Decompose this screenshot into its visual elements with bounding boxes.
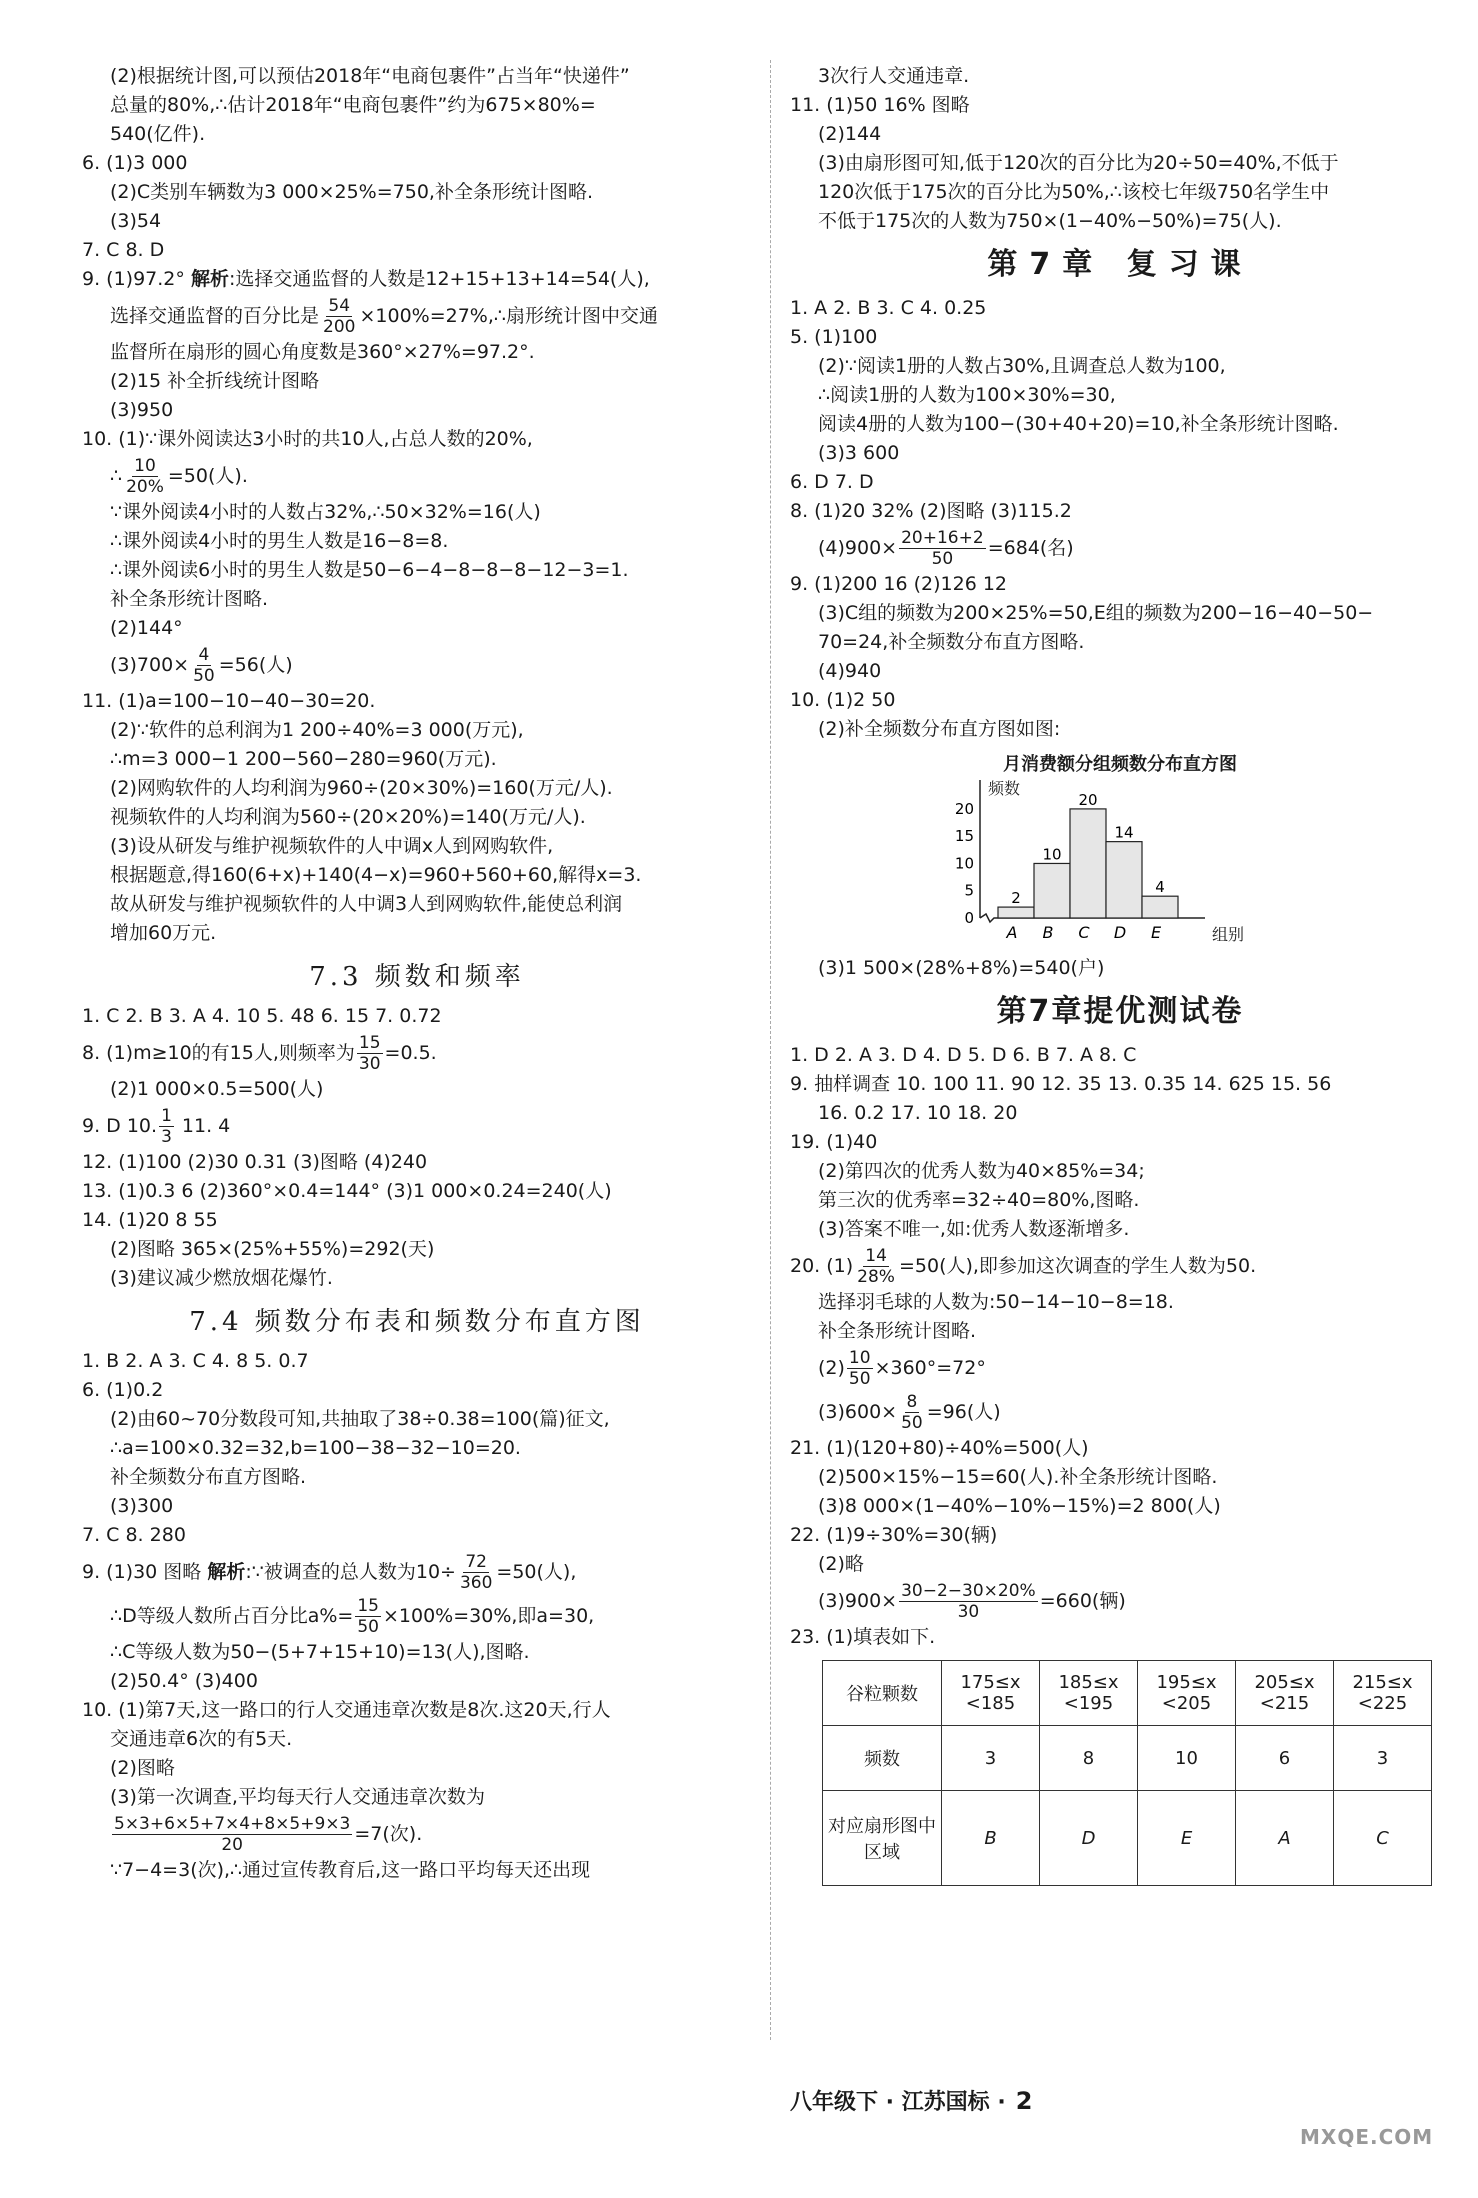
y-tick-label: 15 bbox=[954, 827, 974, 846]
text-line: 10. (1)第7天,这一路口的行人交通违章次数是8次.这20天,行人 bbox=[82, 1699, 611, 1721]
text-line: ∴课外阅读4小时的男生人数是16−8=8. bbox=[110, 530, 449, 552]
text-line: (3)3 600 bbox=[818, 442, 900, 464]
histogram-bar bbox=[1106, 842, 1142, 918]
fraction: $\frac{54}{200}$ bbox=[323, 296, 356, 337]
right-column bbox=[790, 62, 1450, 1886]
text-line: 1. A 2. B 3. C 4. 0.25 bbox=[790, 297, 987, 319]
bar-value-label: 20 bbox=[1078, 790, 1098, 809]
text-line: 增加60万元. bbox=[110, 922, 217, 944]
fraction: $\frac{10}{50}$ bbox=[848, 1348, 871, 1389]
table-cell: 3 bbox=[1334, 1726, 1432, 1791]
text-line: 13. (1)0.3 6 (2)360°×0.4=144° (3)1 000×0.24=240(人) bbox=[82, 1180, 612, 1202]
text-line: 22. (1)9÷30%=30(辆) bbox=[790, 1524, 998, 1546]
text-line: (2)1 000×0.5=500(人) bbox=[110, 1078, 324, 1100]
table-cell: 185≤x <195 bbox=[1040, 1661, 1138, 1726]
text-line: (4)900× $\frac{20+16+2}{50}$ =684(名) bbox=[818, 528, 1074, 569]
text-line: 540(亿件). bbox=[110, 123, 206, 145]
text-line: 10. (1)2 50 bbox=[790, 689, 896, 711]
text-line: 8. (1)20 32% (2)图略 (3)115.2 bbox=[790, 500, 1072, 522]
chapter-review-heading: 第7章 复习课 bbox=[987, 247, 1253, 282]
text-line: 8. (1)m≥10的有15人,则频率为 $\frac{15}{30}$ =0.5. bbox=[82, 1033, 437, 1074]
text-line: 7. C 8. D bbox=[82, 239, 165, 261]
x-category-label: D bbox=[1113, 923, 1127, 942]
histogram-bar bbox=[998, 907, 1034, 918]
text-line: 7. C 8. 280 bbox=[82, 1524, 186, 1546]
row-header: 对应扇形图中区域 bbox=[823, 1791, 942, 1886]
table-row bbox=[823, 1791, 1432, 1886]
text-line: (3)设从研发与维护视频软件的人中调x人到网购软件, bbox=[110, 835, 554, 857]
fraction: $\frac{4}{50}$ bbox=[193, 645, 215, 686]
text-line: 选择羽毛球的人数为:50−14−10−8=18. bbox=[818, 1291, 1174, 1313]
text-line: (2)根据统计图,可以预估2018年“电商包裹件”占当年“快递件” bbox=[110, 65, 630, 87]
text-line: 19. (1)40 bbox=[790, 1131, 878, 1153]
histogram-bar bbox=[1070, 809, 1106, 918]
text-line: 监督所在扇形的圆心角度数是360°×27%=97.2°. bbox=[110, 341, 535, 363]
text-line: (2)144 bbox=[818, 123, 882, 145]
table-cell: 6 bbox=[1236, 1726, 1334, 1791]
grain-table bbox=[822, 1660, 1432, 1886]
analysis-label: 解析 bbox=[207, 1561, 246, 1583]
text-line: (2)∵阅读1册的人数占30%,且调查总人数为100, bbox=[818, 355, 1226, 377]
text-line: 交通违章6次的有5天. bbox=[110, 1728, 293, 1750]
section-heading-7-4: 7.4 频数分布表和频数分布直方图 bbox=[189, 1307, 645, 1337]
chart-title: 月消费额分组频数分布直方图 bbox=[1003, 754, 1237, 775]
text-line: (3)900× $\frac{30-2-30\times 20\%}{30}$ =660(辆) bbox=[818, 1581, 1126, 1622]
text-line: ∴a=100×0.32=32,b=100−38−32−10=20. bbox=[110, 1437, 521, 1459]
table-cell: 10 bbox=[1138, 1726, 1236, 1791]
text-line: 故从研发与维护视频软件的人中调3人到网购软件,能使总利润 bbox=[110, 893, 623, 915]
table-cell: B bbox=[942, 1791, 1040, 1886]
text-line: 根据题意,得160(6+x)+140(4−x)=960+560+60,解得x=3. bbox=[110, 864, 642, 886]
fraction: $\frac{8}{50}$ bbox=[901, 1392, 923, 1433]
text-line: 补全频数分布直方图略. bbox=[110, 1466, 307, 1488]
fraction: $\frac{15}{50}$ bbox=[357, 1596, 379, 1637]
text-line: 9. (1)97.2° 解析:选择交通监督的人数是12+15+13+14=54(人), bbox=[82, 268, 650, 290]
text-line: 23. (1)填表如下. bbox=[790, 1626, 936, 1648]
bar-value-label: 2 bbox=[1011, 889, 1021, 908]
text-line: 1. C 2. B 3. A 4. 10 5. 48 6. 15 7. 0.72 bbox=[82, 1005, 442, 1027]
histogram-bar bbox=[1034, 863, 1070, 918]
text-line: (2)第四次的优秀人数为40×85%=34; bbox=[818, 1160, 1145, 1182]
row-header: 谷粒颗数 bbox=[823, 1661, 942, 1726]
watermark: MXQE.COM bbox=[1300, 2125, 1434, 2149]
x-category-label: C bbox=[1078, 923, 1090, 942]
column-divider bbox=[770, 60, 771, 2040]
x-category-label: E bbox=[1150, 923, 1162, 942]
text-line: (2)补全频数分布直方图如图: bbox=[818, 718, 1061, 740]
text-line: 5. (1)100 bbox=[790, 326, 878, 348]
text-line: (3)600× $\frac{8}{50}$ =96(人) bbox=[818, 1392, 1001, 1433]
text-line: (3)C组的频数为200×25%=50,E组的频数为200−16−40−50− bbox=[818, 602, 1374, 624]
chapter-test-heading: 第7章提优测试卷 bbox=[996, 994, 1244, 1029]
text-line: 9. (1)30 图略 解析:∵被调查的总人数为10÷ $\frac{72}{360}$ =50(人), bbox=[82, 1552, 577, 1593]
text-line: (2)C类别车辆数为3 000×25%=750,补全条形统计图略. bbox=[110, 181, 593, 203]
text-line: ∴阅读1册的人数为100×30%=30, bbox=[818, 384, 1116, 406]
text-line: 1. D 2. A 3. D 4. D 5. D 6. B 7. A 8. C bbox=[790, 1044, 1137, 1066]
text-line: (3)300 bbox=[110, 1495, 174, 1517]
text-line: 6. (1)0.2 bbox=[82, 1379, 164, 1401]
table-cell: 3 bbox=[942, 1726, 1040, 1791]
table-cell: 8 bbox=[1040, 1726, 1138, 1791]
text-line: 补全条形统计图略. bbox=[110, 588, 269, 610]
bar-value-label: 10 bbox=[1042, 845, 1062, 864]
table-cell: 205≤x <215 bbox=[1236, 1661, 1334, 1726]
fraction: $\frac{5\times 3+6\times 5+7\times 4+8\times 5+9\times 3}{20}$ bbox=[114, 1814, 351, 1855]
text-line: 21. (1)(120+80)÷40%=500(人) bbox=[790, 1437, 1089, 1459]
y-tick-label: 0 bbox=[964, 909, 974, 927]
text-line: (3)第一次调查,平均每天行人交通违章次数为 bbox=[110, 1786, 485, 1808]
text-line: 9. 抽样调查 10. 100 11. 90 12. 35 13. 0.35 14. 625 15. 56 bbox=[790, 1073, 1332, 1095]
text-line: (2)50.4° (3)400 bbox=[110, 1670, 258, 1692]
fraction: $\frac{14}{28\%}$ bbox=[857, 1246, 895, 1287]
text-line: 14. (1)20 8 55 bbox=[82, 1209, 218, 1231]
text-line: ∵课外阅读4小时的人数占32%,∴50×32%=16(人) bbox=[110, 501, 541, 523]
fraction: $\frac{1}{3}$ bbox=[161, 1106, 172, 1147]
text-line: (2)略 bbox=[818, 1553, 864, 1575]
x-category-label: B bbox=[1042, 923, 1054, 942]
text-line: 70=24,补全频数分布直方图略. bbox=[818, 631, 1085, 653]
page-footer bbox=[790, 2085, 1110, 2116]
text-line: (3)950 bbox=[110, 399, 174, 421]
text-line: 9. (1)200 16 (2)126 12 bbox=[790, 573, 1007, 595]
text-line: 阅读4册的人数为100−(30+40+20)=10,补全条形统计图略. bbox=[818, 413, 1339, 435]
page-number: 2 bbox=[1015, 2087, 1033, 2115]
text-line: 3次行人交通违章. bbox=[818, 65, 970, 87]
table-row bbox=[823, 1726, 1432, 1791]
text-line: ∴ $\frac{10}{20\%}$ =50(人). bbox=[110, 456, 248, 497]
text-line: (2)500×15%−15=60(人).补全条形统计图略. bbox=[818, 1466, 1218, 1488]
text-line: (2)∵软件的总利润为1 200÷40%=3 000(万元), bbox=[110, 719, 524, 741]
histogram-chart bbox=[790, 778, 1450, 954]
text-line: (3)1 500×(28%+8%)=540(户) bbox=[818, 957, 1105, 979]
table-cell: C bbox=[1334, 1791, 1432, 1886]
text-line: 总量的80%,∴估计2018年“电商包裹件”约为675×80%= bbox=[110, 94, 596, 116]
text-line: 20. (1) $\frac{14}{28\%}$ =50(人),即参加这次调查的学生人数为50. bbox=[790, 1246, 1257, 1287]
text-line: 120次低于175次的百分比为50%,∴该校七年级750名学生中 bbox=[818, 181, 1330, 203]
y-axis-label: 频数 bbox=[988, 779, 1021, 798]
text-line: 选择交通监督的百分比是 $\frac{54}{200}$ ×100%=27%,∴扇形统计图中交通 bbox=[110, 296, 658, 337]
histogram-svg bbox=[940, 778, 1245, 950]
text-line: (4)940 bbox=[818, 660, 882, 682]
text-line: (2)网购软件的人均利润为960÷(20×30%)=160(万元/人). bbox=[110, 777, 613, 799]
fraction: $\frac{72}{360}$ bbox=[459, 1552, 493, 1593]
text-line: 12. (1)100 (2)30 0.31 (3)图略 (4)240 bbox=[82, 1151, 428, 1173]
text-line: 不低于175次的人数为750×(1−40%−50%)=75(人). bbox=[818, 210, 1282, 232]
text-line: (3)由扇形图可知,低于120次的百分比为20÷50=40%,不低于 bbox=[818, 152, 1339, 174]
table-cell: 175≤x <185 bbox=[942, 1661, 1040, 1726]
text-line: (2)15 补全折线统计图略 bbox=[110, 370, 320, 392]
y-tick-label: 20 bbox=[954, 799, 974, 818]
text-line: 第三次的优秀率=32÷40=80%,图略. bbox=[818, 1189, 1140, 1211]
left-column bbox=[82, 62, 752, 1885]
table-cell: A bbox=[1236, 1791, 1334, 1886]
text-line: (3)700× $\frac{4}{50}$ =56(人) bbox=[110, 645, 293, 686]
text-line: (3)建议减少燃放烟花爆竹. bbox=[110, 1267, 333, 1289]
text-line: (3)8 000×(1−40%−10%−15%)=2 800(人) bbox=[818, 1495, 1221, 1517]
bar-value-label: 4 bbox=[1155, 878, 1165, 897]
bar-value-label: 14 bbox=[1114, 823, 1134, 842]
text-line: ∴课外阅读6小时的男生人数是50−6−4−8−8−8−12−3=1. bbox=[110, 559, 629, 581]
table-cell: D bbox=[1040, 1791, 1138, 1886]
footer-label: 八年级下 · 江苏国标 · bbox=[790, 2090, 1006, 2115]
text-line: 16. 0.2 17. 10 18. 20 bbox=[818, 1102, 1018, 1124]
text-line: ∴m=3 000−1 200−560−280=960(万元). bbox=[110, 748, 497, 770]
text-line: (2)图略 bbox=[110, 1757, 175, 1779]
text-line: ∵7−4=3(次),∴通过宣传教育后,这一路口平均每天还出现 bbox=[110, 1859, 591, 1881]
histogram-bar bbox=[1142, 896, 1178, 918]
text-line: 1. B 2. A 3. C 4. 8 5. 0.7 bbox=[82, 1350, 309, 1372]
text-line: 11. (1)a=100−10−40−30=20. bbox=[82, 690, 376, 712]
text-line: (2) $\frac{10}{50}$ ×360°=72° bbox=[818, 1348, 986, 1389]
text-line: 6. D 7. D bbox=[790, 471, 874, 493]
text-line: (2)144° bbox=[110, 617, 183, 639]
text-line: $\frac{5\times 3+6\times 5+7\times 4+8\times 5+9\times 3}{20}$ =7(次). bbox=[114, 1814, 423, 1855]
y-tick-label: 5 bbox=[964, 881, 974, 900]
table-cell: 195≤x <205 bbox=[1138, 1661, 1236, 1726]
row-header: 频数 bbox=[823, 1726, 942, 1791]
text-line: ∴D等级人数所占百分比a%= $\frac{15}{50}$ ×100%=30%,即a=30, bbox=[110, 1596, 595, 1637]
table-cell: 215≤x <225 bbox=[1334, 1661, 1432, 1726]
table-row bbox=[823, 1661, 1432, 1726]
fraction: $\frac{20+16+2}{50}$ bbox=[901, 528, 984, 569]
text-line: ∴C等级人数为50−(5+7+15+10)=13(人),图略. bbox=[110, 1641, 530, 1663]
fraction: $\frac{30-2-30\times 20\%}{30}$ bbox=[901, 1581, 1036, 1622]
text-line: 补全条形统计图略. bbox=[818, 1320, 977, 1342]
text-line: 10. (1)∵课外阅读达3小时的共10人,占总人数的20%, bbox=[82, 428, 533, 450]
text-line: 11. (1)50 16% 图略 bbox=[790, 94, 970, 116]
text-line: 视频软件的人均利润为560÷(20×20%)=140(万元/人). bbox=[110, 806, 586, 828]
section-heading-7-3: 7.3 频数和频率 bbox=[309, 962, 525, 992]
text-line: 6. (1)3 000 bbox=[82, 152, 188, 174]
x-axis-label: 组别 bbox=[1212, 925, 1245, 944]
text-line: (3)54 bbox=[110, 210, 162, 232]
text-line: (2)图略 365×(25%+55%)=292(天) bbox=[110, 1238, 435, 1260]
x-category-label: A bbox=[1006, 923, 1018, 942]
analysis-label: 解析 bbox=[190, 268, 229, 290]
y-tick-label: 10 bbox=[954, 854, 974, 873]
text-line: 9. D 10. $\frac{1}{3}$ 11. 4 bbox=[82, 1106, 231, 1147]
text-line: (3)答案不唯一,如:优秀人数逐渐增多. bbox=[818, 1218, 1130, 1240]
fraction: $\frac{15}{30}$ bbox=[358, 1033, 381, 1074]
table-cell: E bbox=[1138, 1791, 1236, 1886]
text-line: (2)由60~70分数段可知,共抽取了38÷0.38=100(篇)征文, bbox=[110, 1408, 610, 1430]
fraction: $\frac{10}{20\%}$ bbox=[126, 456, 164, 497]
